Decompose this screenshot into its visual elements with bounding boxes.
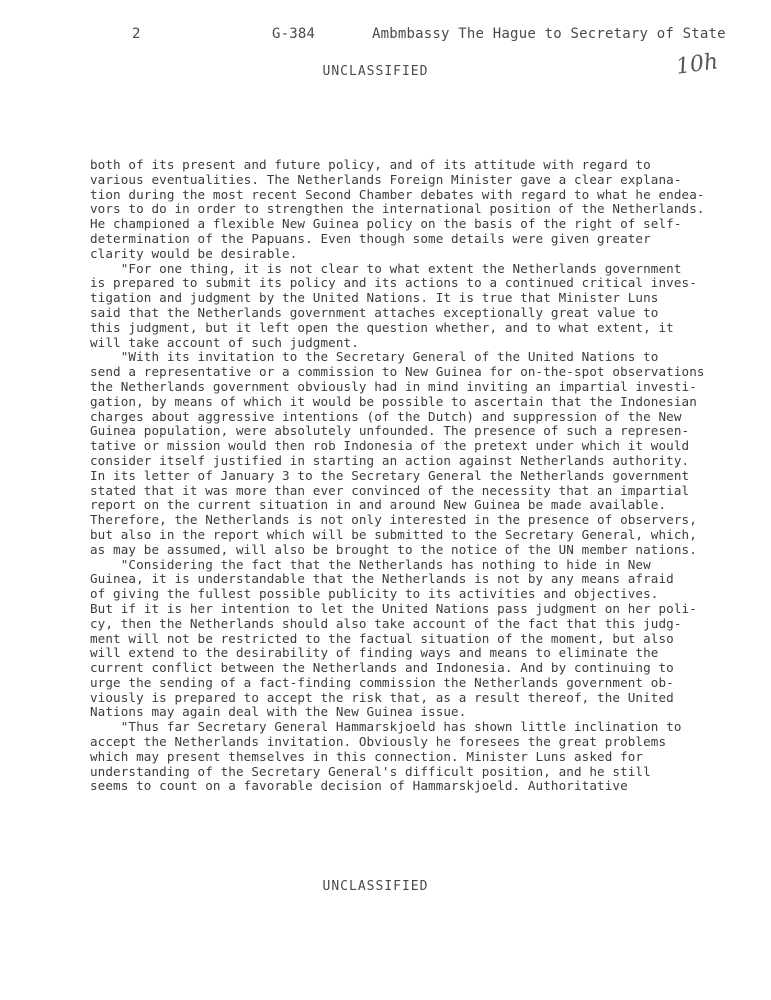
body-line: this judgment, but it left open the question whether, and to what extent, it [90, 319, 674, 335]
classification-bottom: UNCLASSIFIED [322, 879, 429, 894]
body-line: both of its present and future policy, and of its attitude with regard to [90, 157, 651, 172]
body-line: urge the sending of a fact-finding commission the Netherlands government ob- [90, 674, 674, 690]
body-line: charges about aggressive intentions (of the Dutch) and suppression of the New [90, 408, 682, 424]
routing-line: Ambmbassy The Hague to Secretary of State [372, 26, 726, 42]
body-line: as may be assumed, will also be brought to the notice of the UN member nations. [90, 541, 697, 557]
body-line: Guinea population, were absolutely unfounded. The presence of such a represen- [90, 423, 690, 439]
classification-top: UNCLASSIFIED [322, 64, 429, 79]
body-line: He championed a flexible New Guinea policy on the basis of the right of self- [90, 216, 682, 232]
body-line: But if it is her intention to let the United Nations pass judgment on her poli- [90, 600, 697, 616]
body-line: Guinea, it is understandable that the Netherlands is not by any means afraid [90, 571, 674, 587]
body-line: report on the current situation in and around New Guinea be made available. [90, 497, 667, 513]
body-line: determination of the Papuans. Even though some details were given greater [90, 230, 651, 246]
body-line: In its letter of January 3 to the Secretary General the Netherlands government [90, 467, 690, 483]
body-line: viously is prepared to accept the risk that, as a result thereof, the United [90, 689, 674, 705]
body-line: send a representative or a commission to New Guinea for on-the-spot observations [90, 364, 705, 380]
body-line: which may present themselves in this connection. Minister Luns asked for [90, 748, 644, 764]
body-line: tative or mission would then rob Indonesia of the pretext under which it would [90, 438, 690, 454]
page-number: 2 [132, 26, 141, 42]
body-line: said that the Netherlands government attaches exceptionally great value to [90, 304, 659, 320]
body-line: "For one thing, it is not clear to what extent the Netherlands government [90, 260, 682, 276]
body-line: will extend to the desirability of finding ways and means to eliminate the [90, 645, 659, 661]
body-line: accept the Netherlands invitation. Obviously he foresees the great problems [90, 734, 667, 750]
body-line: cy, then the Netherlands should also take account of the fact that this judg- [90, 615, 682, 631]
body-line: "With its invitation to the Secretary General of the United Nations to [90, 349, 659, 365]
body-line: Therefore, the Netherlands is not only interested in the presence of observers, [90, 512, 697, 528]
body-line: seems to count on a favorable decision of Hammarskjoeld. Authoritative [90, 778, 628, 794]
document-code: G-384 [272, 26, 316, 42]
body-line: current conflict between the Netherlands and Indonesia. And by continuing to [90, 660, 674, 676]
body-line: consider itself justified in starting an action against Netherlands authority. [90, 452, 690, 468]
body-line: understanding of the Secretary General's difficult position, and he still [90, 763, 651, 779]
body-line: "Thus far Secretary General Hammarskjoeld has shown little inclination to [90, 719, 682, 735]
body-line: vors to do in order to strengthen the international position of the Netherlands. [90, 201, 705, 217]
body-line: Nations may again deal with the New Guinea issue. [90, 704, 467, 720]
body-line: will take account of such judgment. [90, 334, 359, 350]
body-line: tigation and judgment by the United Nations. It is true that Minister Luns [90, 290, 659, 306]
handwritten-note: 10h [674, 49, 720, 80]
body-line: "Considering the fact that the Netherlands has nothing to hide in New [90, 556, 651, 572]
body-line: is prepared to submit its policy and its actions to a continued critical inves- [90, 275, 697, 291]
body-line: stated that it was more than ever convinced of the necessity that an impartial [90, 482, 690, 498]
body-line: but also in the report which will be submitted to the Secretary General, which, [90, 526, 697, 542]
body-line: ment will not be restricted to the factual situation of the moment, but also [90, 630, 674, 646]
body-line: tion during the most recent Second Chamber debates with regard to what he endea- [90, 186, 705, 202]
body-line: the Netherlands government obviously had in mind inviting an impartial investi- [90, 378, 697, 394]
body-text [90, 158, 740, 794]
body-line: gation, by means of which it would be possible to ascertain that the Indonesian [90, 393, 697, 409]
body-line: clarity would be desirable. [90, 245, 298, 261]
body-line: of giving the fullest possible publicity to its activities and objectives. [90, 586, 659, 602]
body-line: various eventualities. The Netherlands Foreign Minister gave a clear explana- [90, 171, 682, 187]
